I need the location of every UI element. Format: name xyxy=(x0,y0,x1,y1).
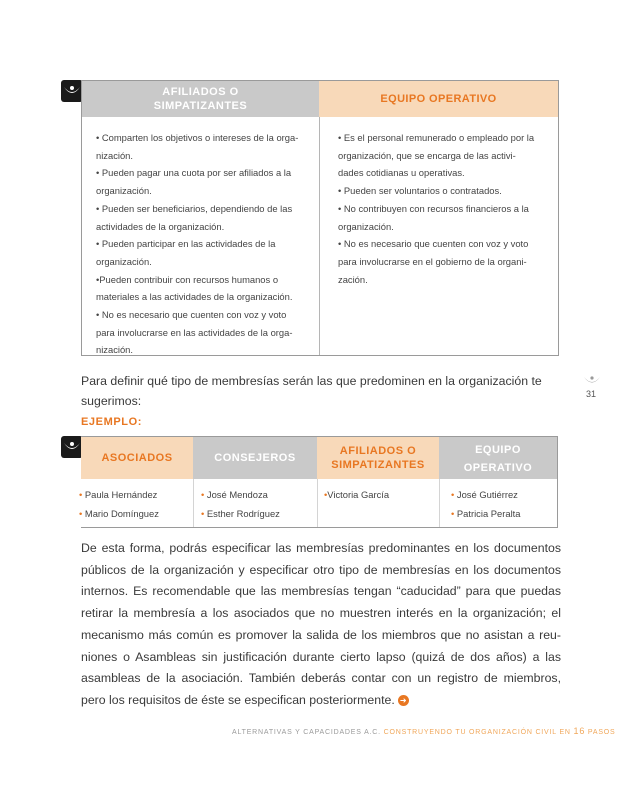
column-divider xyxy=(319,117,320,355)
list-item: • Es el personal remunerado o empleado por la xyxy=(338,132,535,143)
example-table xyxy=(81,436,558,528)
list-item: • No contribuyen con recursos financieros a la xyxy=(338,202,529,214)
list-item: • No es necesario que cuenten con voz y voto xyxy=(96,309,287,321)
logo-icon xyxy=(61,80,83,102)
list-item: • José Mendoza xyxy=(201,489,268,500)
header-afiliados: AFILIADOS O SIMPATIZANTES xyxy=(82,81,319,117)
list-item: • Pueden ser beneficiarios, dependiendo de las xyxy=(96,202,293,214)
list-item: materiales a las actividades de la organización. xyxy=(96,291,293,303)
page-number: 31 xyxy=(586,389,597,399)
column-divider xyxy=(439,479,440,527)
membership-comparison-table xyxy=(81,80,559,356)
column-divider xyxy=(317,479,318,527)
page-footer: ALTERNATIVAS Y CAPACIDADES A.C. CONSTRUYENDO TU ORGANIZACIÓN CIVIL EN 16 PASOS xyxy=(232,726,616,736)
list-item: • Pueden ser voluntarios o contratados. xyxy=(338,185,502,197)
list-item: • José Gutiérrez xyxy=(451,489,518,500)
equipo-cell xyxy=(451,485,520,523)
list-item: zación. xyxy=(338,273,368,285)
end-arrow-icon: ➜ xyxy=(398,695,409,706)
list-item: para involucrarse en el gobierno de la organi- xyxy=(338,255,527,267)
afiliados-cell xyxy=(324,485,389,504)
list-item: • Pueden participar en las actividades de la xyxy=(96,238,276,250)
asociados-cell xyxy=(79,485,159,523)
list-item: actividades de la organización. xyxy=(96,220,225,232)
body-paragraph: De esta forma, podrás especificar las membresías predominantes en los documentos públicos de la organización y especificar otro tipo de membresías en los documentos internos. Es recomendable que las membresías tengan “caducidad” para que puedas retirar la membresía a los asociados que no muestren interés en la organización; el mecanismo más común es promover la salida de los miembros que no asistan a reu-niones o Asambleas sin justificación durante cierto lapso (quizá de dos años) a las asambleas de la asociación. También deberás contar con un registro de miembros, pero los requisitos de éste se especifican posteriormente. ➜ xyxy=(81,541,561,707)
list-item: • Pueden pagar una cuota por ser afiliados a la xyxy=(96,167,292,179)
equipo-description xyxy=(338,129,544,288)
column-divider xyxy=(193,479,194,527)
intro-paragraph: Para definir qué tipo de membresías serán las que predominen en la organización te sugerimos: xyxy=(81,374,542,408)
list-item: • Mario Domínguez xyxy=(79,508,159,519)
list-item: organización, que se encarga de las activi- xyxy=(338,149,516,161)
list-item: para involucrarse en las actividades de la orga- xyxy=(96,326,293,338)
list-item: organización. xyxy=(96,255,152,267)
list-item: •Pueden contribuir con recursos humanos o xyxy=(96,273,279,285)
list-item: organización. xyxy=(96,185,152,197)
list-item: • Comparten los objetivos o intereses de la orga- xyxy=(96,132,299,143)
page-logo-icon xyxy=(583,374,601,388)
header-equipo-operativo: EQUIPO OPERATIVO xyxy=(319,81,558,117)
logo-icon xyxy=(61,436,83,458)
consejeros-cell xyxy=(201,485,280,523)
afiliados-description xyxy=(96,129,308,359)
header-asociados: ASOCIADOS xyxy=(81,437,193,479)
list-item: • Patricia Peralta xyxy=(451,508,521,519)
list-item: dades cotidianas u operativas. xyxy=(338,167,465,179)
header-equipo-operativo: EQUIPO OPERATIVO xyxy=(439,437,557,479)
header-afiliados: AFILIADOS O SIMPATIZANTES xyxy=(317,437,439,479)
list-item: • Paula Hernández xyxy=(79,489,158,500)
list-item: • Esther Rodríguez xyxy=(201,508,280,519)
list-item: nización. xyxy=(96,149,134,161)
header-consejeros: CONSEJEROS xyxy=(193,437,317,479)
list-item: nización. xyxy=(96,344,134,356)
list-item: • No es necesario que cuenten con voz y voto xyxy=(338,238,529,250)
list-item: organización. xyxy=(338,220,394,232)
example-label: EJEMPLO: xyxy=(81,416,143,428)
list-item: •Victoria García xyxy=(324,489,390,500)
